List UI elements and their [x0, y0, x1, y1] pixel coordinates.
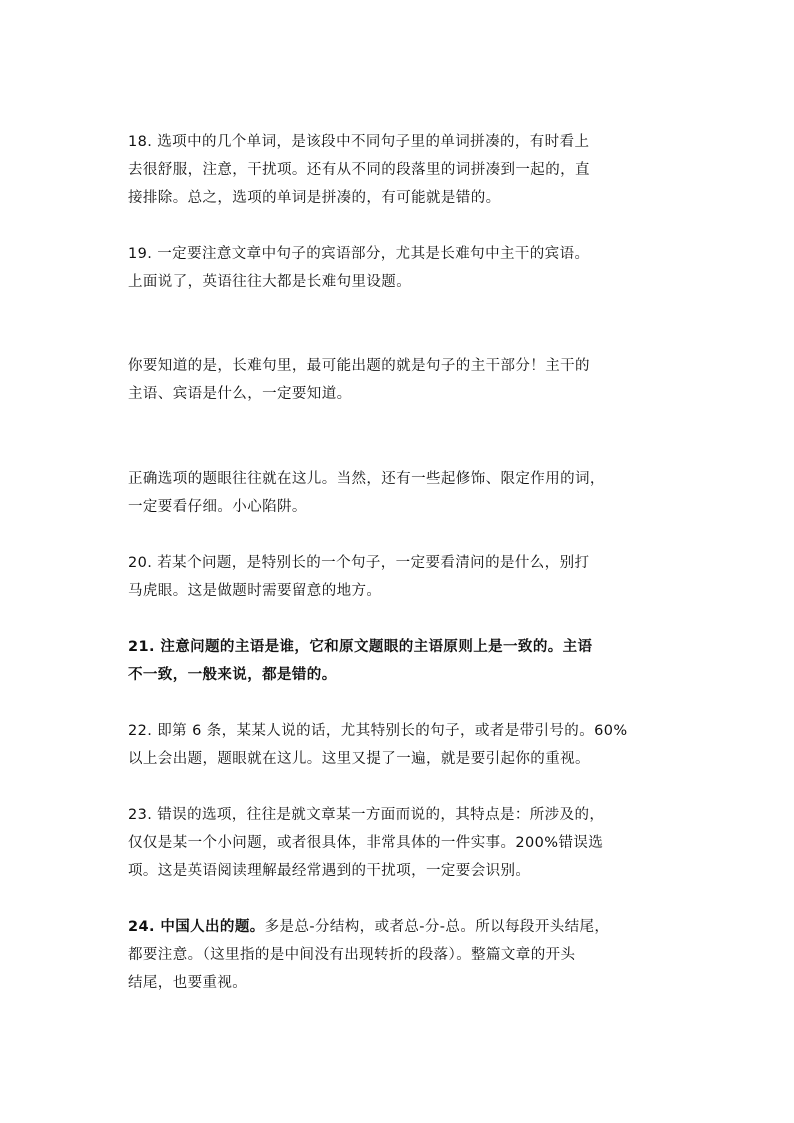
text-line: 项。这是英语阅读理解最经常遇到的干扰项，一定要会识别。 [128, 863, 531, 879]
text-line: 马虎眼。这是做题时需要留意的地方。 [128, 583, 382, 599]
text-line: 你要知道的是，长难句里，最可能出题的就是句子的主干部分！主干的 [128, 358, 590, 374]
paragraph-24-lead: 24. 中国人出的题。 [128, 919, 265, 935]
text-line: 23. 错误的选项，往往是就文章某一方面而说的，其特点是：所涉及的， [128, 807, 605, 823]
paragraph-18 [128, 128, 676, 212]
text-line: 去很舒服，注意，干扰项。还有从不同的段落里的词拼凑到一起的，直 [128, 162, 590, 178]
text-line: 都要注意。（这里指的是中间没有出现转折的段落）。整篇文章的开头 [128, 947, 576, 963]
text-line: 结尾，也要重视。 [128, 975, 248, 991]
paragraph-19-continued [128, 352, 676, 408]
paragraph-23 [128, 801, 676, 885]
text-line: 主语、宾语是什么，一定要知道。 [128, 386, 352, 402]
paragraph-24 [128, 913, 676, 997]
paragraph-20 [128, 549, 676, 605]
text-line: 20. 若某个问题，是特别长的一个句子，一定要看清问的是什么，别打 [128, 555, 590, 571]
paragraph-21 [128, 633, 676, 689]
text-line: 19. 一定要注意文章中句子的宾语部分，尤其是长难句中主干的宾语。 [128, 246, 590, 262]
text-line: 21. 注意问题的主语是谁，它和原文题眼的主语原则上是一致的。主语 [128, 639, 593, 655]
text-line: 正确选项的题眼往往就在这儿。当然，还有一些起修饰、限定作用的词， [128, 471, 605, 487]
text-line: 不一致，一般来说，都是错的。 [128, 667, 337, 683]
paragraph-22 [128, 717, 676, 773]
paragraph-24-rest: 多是总-分结构，或者总-分-总。所以每段开头结尾， [264, 919, 610, 935]
text-line: 以上会出题，题眼就在这儿。这里又提了一遍，就是要引起你的重视。 [128, 751, 590, 767]
text-line: 一定要看仔细。小心陷阱。 [128, 499, 307, 515]
text-line: 上面说了，英语往往大都是长难句里设题。 [128, 274, 412, 290]
paragraph-19 [128, 240, 676, 296]
text-line: 22. 即第 6 条，某某人说的话，尤其特别长的句子，或者是带引号的。60% [128, 723, 628, 739]
text-line: 接排除。总之，选项的单词是拼凑的，有可能就是错的。 [128, 190, 501, 206]
text-line: 18. 选项中的几个单词，是该段中不同句子里的单词拼凑的，有时看上 [128, 134, 590, 150]
text-line: 仅仅是某一个小问题，或者很具体，非常具体的一件实事。200%错误选 [128, 835, 604, 851]
text-line [128, 913, 676, 941]
paragraph-19-note [128, 465, 676, 521]
